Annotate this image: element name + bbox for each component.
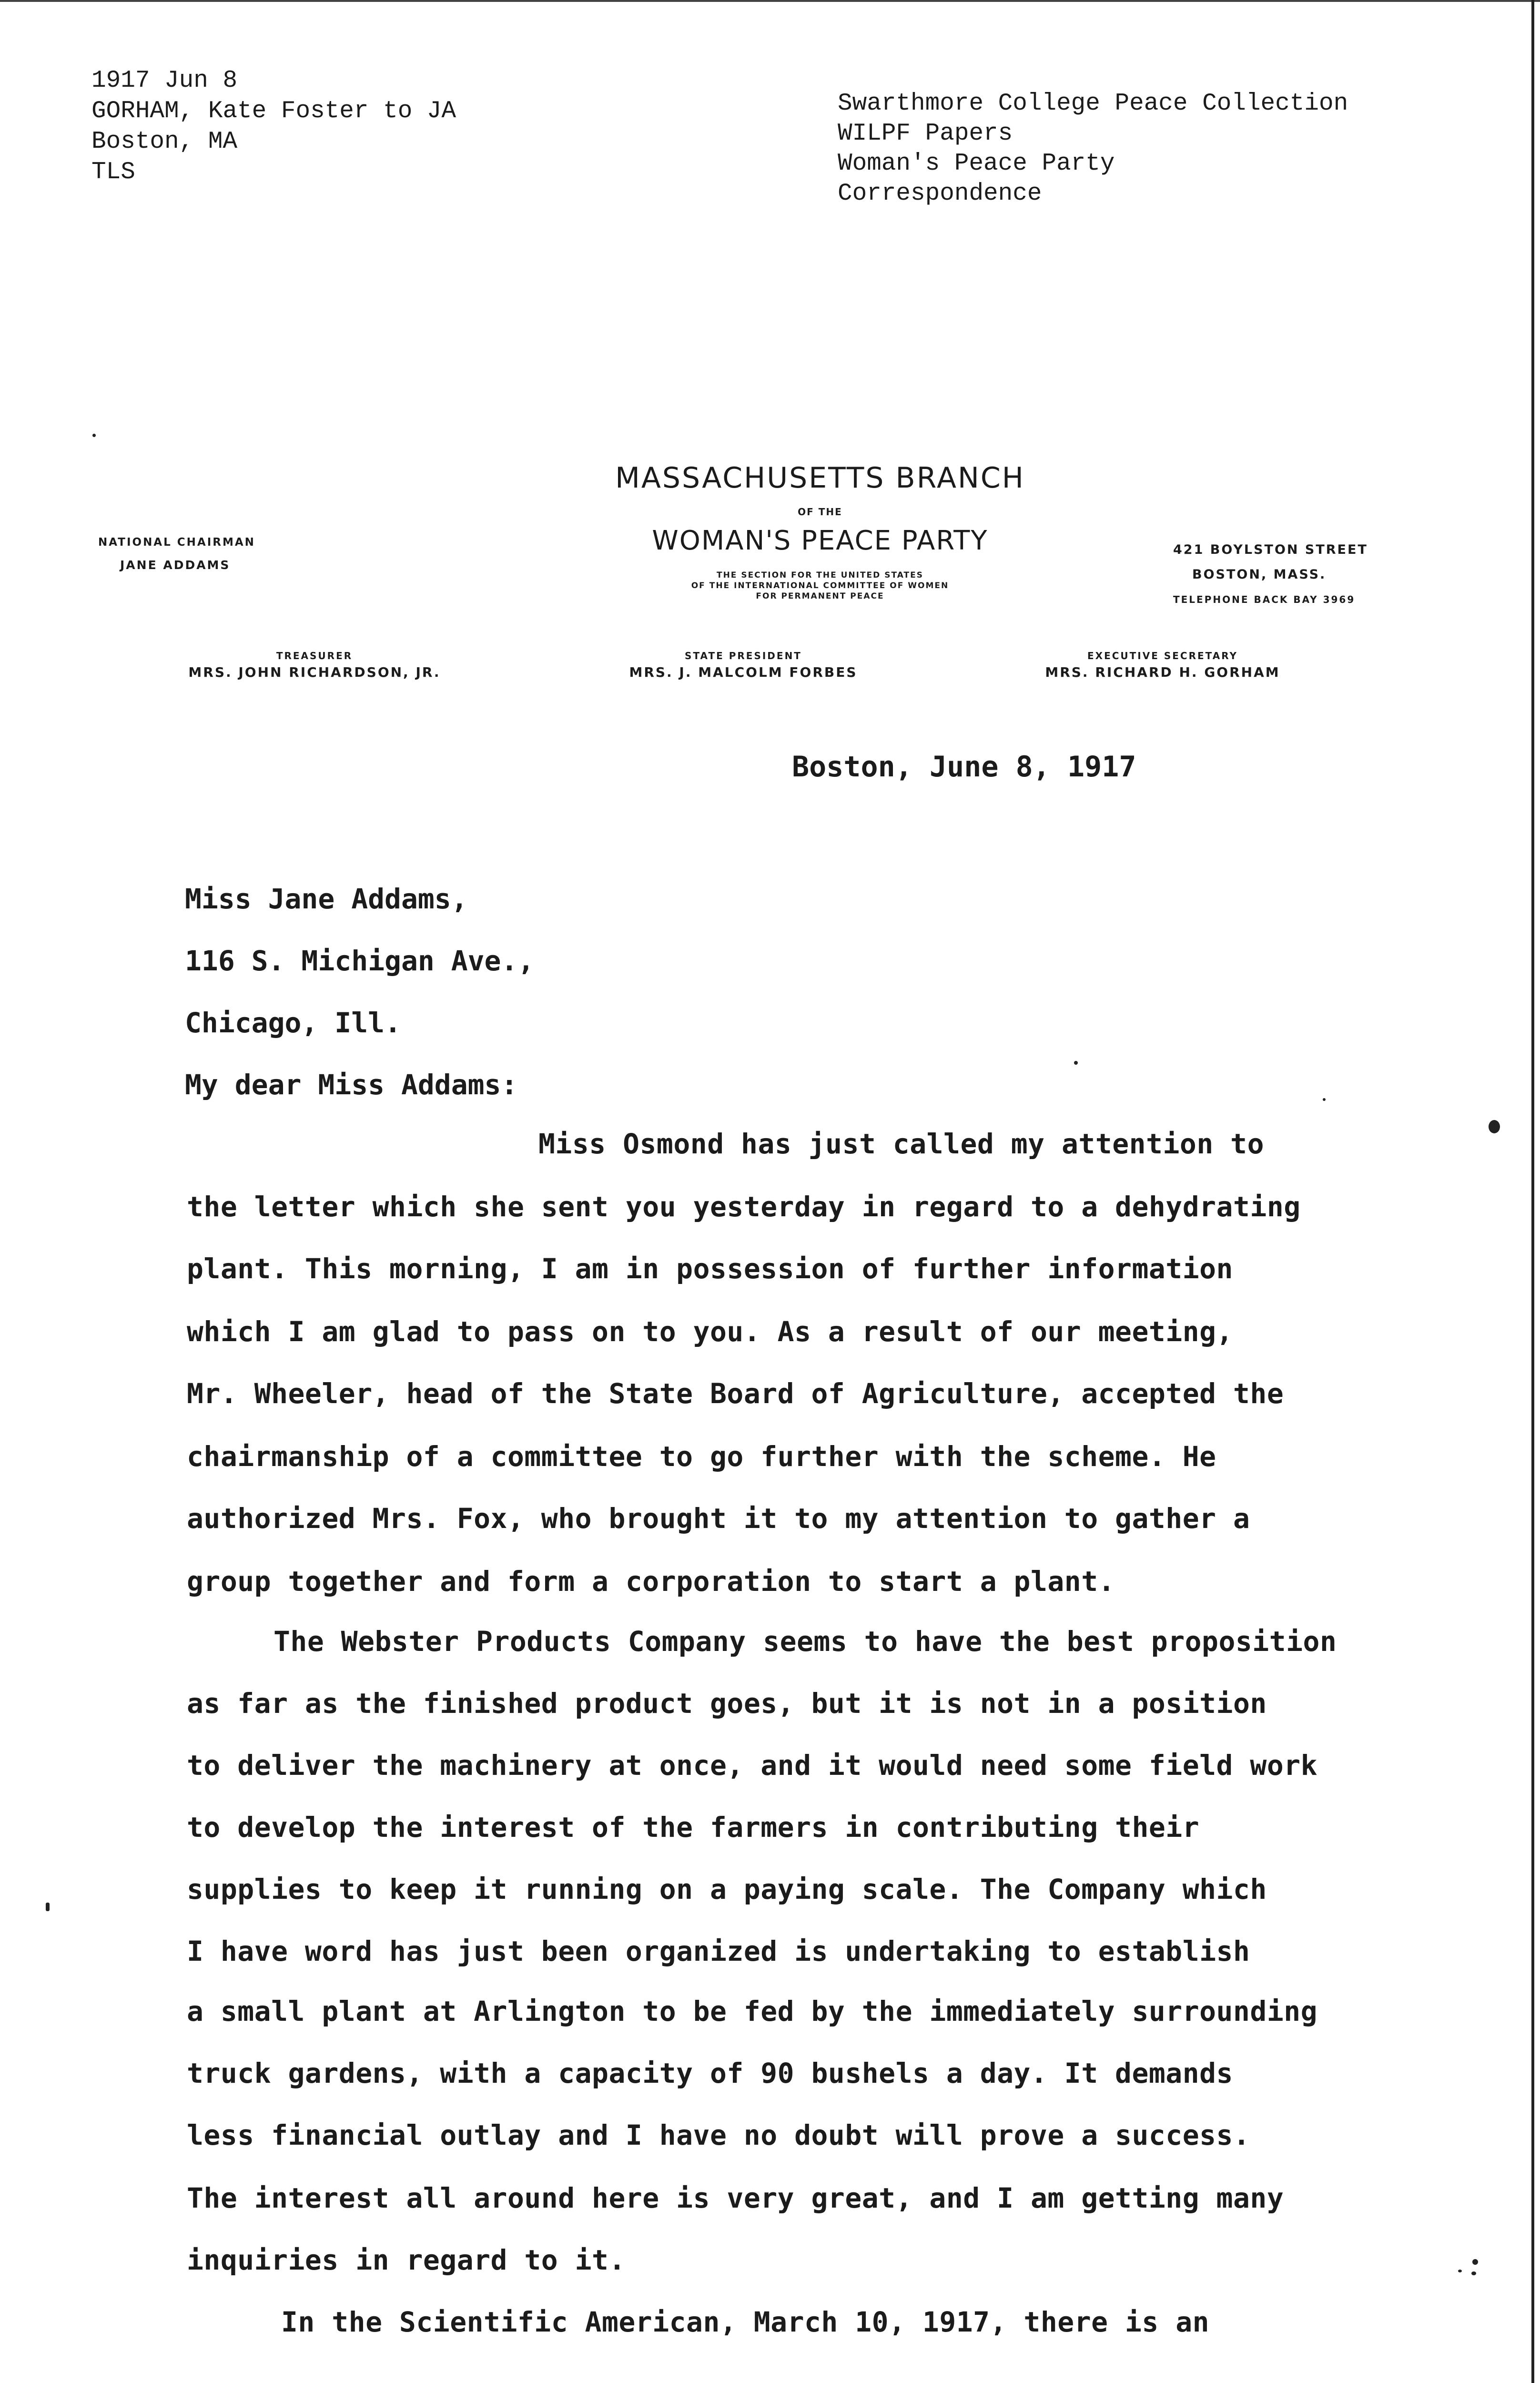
letter-date: Boston, June 8, 1917 [792,750,1136,784]
scan-speck [1489,1120,1500,1133]
body-line: less financial outlay and I have no doubt will prove a success. [187,2119,1250,2151]
address-city: BOSTON, MASS. [1192,567,1327,582]
section-line: THE SECTION FOR THE UNITED STATES [716,570,924,580]
letterhead-party: WOMAN'S PEACE PARTY [652,525,988,556]
scan-top-edge [0,0,1540,2]
officer-secretary [991,650,1334,680]
citation-date: 1917 Jun 8 [91,67,238,94]
body-line: which I am glad to pass on to you. As a result of our meeting, [187,1315,1233,1348]
officer-name: MRS. JOHN RICHARDSON, JR. [188,664,441,680]
salutation: My dear Miss Addams: [185,1069,518,1101]
officer-role: STATE PRESIDENT [685,650,802,662]
scan-speck [46,1903,50,1911]
body-line: group together and form a corporation to start a plant. [187,1565,1115,1598]
body-line: as far as the finished product goes, but it is not in a position [187,1687,1267,1720]
scan-speck [1471,2271,1476,2275]
scan-speck [92,434,96,437]
body-line: Miss Osmond has just called my attention to [538,1128,1265,1160]
body-line: Mr. Wheeler, head of the State Board of Agriculture, accepted the [187,1377,1284,1410]
body-line: to develop the interest of the farmers in contributing their [187,1811,1200,1843]
recipient-city: Chicago, Ill. [185,1007,401,1039]
chair-name: JANE ADDAMS [120,558,231,572]
scan-speck [1074,1061,1078,1065]
section-line: OF THE INTERNATIONAL COMMITTEE OF WOMEN [691,581,949,591]
body-line: authorized Mrs. Fox, who brought it to my attention to gather a [187,1502,1250,1535]
recipient-street: 116 S. Michigan Ave., [185,945,535,977]
section-line: FOR PERMANENT PEACE [756,591,884,601]
body-line: chairmanship of a committee to go further with the scheme. He [187,1440,1216,1473]
body-line: plant. This morning, I am in possession of further information [187,1253,1233,1285]
body-line: In the Scientific American, March 10, 1917, there is an [281,2306,1210,2338]
scan-right-edge [1531,0,1534,2383]
body-line: a small plant at Arlington to be fed by the immediately surrounding [187,1995,1318,2027]
collection-name: Swarthmore College Peace Collection [838,90,1348,117]
body-line: I have word has just been organized is undertaking to establish [187,1935,1250,1967]
citation-type: TLS [91,159,135,186]
letterhead-of-the: OF THE [798,506,842,518]
scan-speck [1458,2270,1462,2272]
officer-role: TREASURER [276,650,353,662]
office-address [1173,538,1368,612]
body-line: inquiries in regard to it. [187,2244,626,2276]
address-street: 421 BOYLSTON STREET [1173,542,1368,557]
citation-place: Boston, MA [91,128,238,155]
officer-president [572,650,915,680]
body-line: truck gardens, with a capacity of 90 bushels a day. It demands [187,2057,1233,2089]
body-line: to deliver the machinery at once, and it would need some field work [187,1749,1318,1782]
officer-role: EXECUTIVE SECRETARY [1087,650,1238,662]
chair-role: NATIONAL CHAIRMAN [98,536,255,549]
body-line: The Webster Products Company seems to have the best proposition [274,1625,1337,1658]
collection-series: Woman's Peace Party [838,150,1115,177]
citation-correspondents: GORHAM, Kate Foster to JA [91,98,456,125]
body-line: The interest all around here is very great, and I am getting many [187,2182,1284,2214]
address-telephone: TELEPHONE BACK BAY 3969 [1173,594,1356,605]
archive-citation [91,66,456,188]
letterhead-branch: MASSACHUSETTS BRANCH [615,461,1025,495]
national-chairman [98,531,255,577]
officer-name: MRS. J. MALCOLM FORBES [629,664,858,680]
body-line: supplies to keep it running on a paying scale. The Company which [187,1873,1267,1905]
body-line: the letter which she sent you yesterday in regard to a dehydrating [187,1191,1301,1223]
officer-name: MRS. RICHARD H. GORHAM [1045,664,1280,680]
collection-subseries: Correspondence [838,180,1042,207]
scan-speck [1323,1098,1326,1101]
archive-collection [838,89,1348,209]
scan-speck [1472,2259,1478,2265]
collection-papers: WILPF Papers [838,120,1013,147]
officer-treasurer [143,650,486,680]
recipient-name: Miss Jane Addams, [185,883,468,915]
